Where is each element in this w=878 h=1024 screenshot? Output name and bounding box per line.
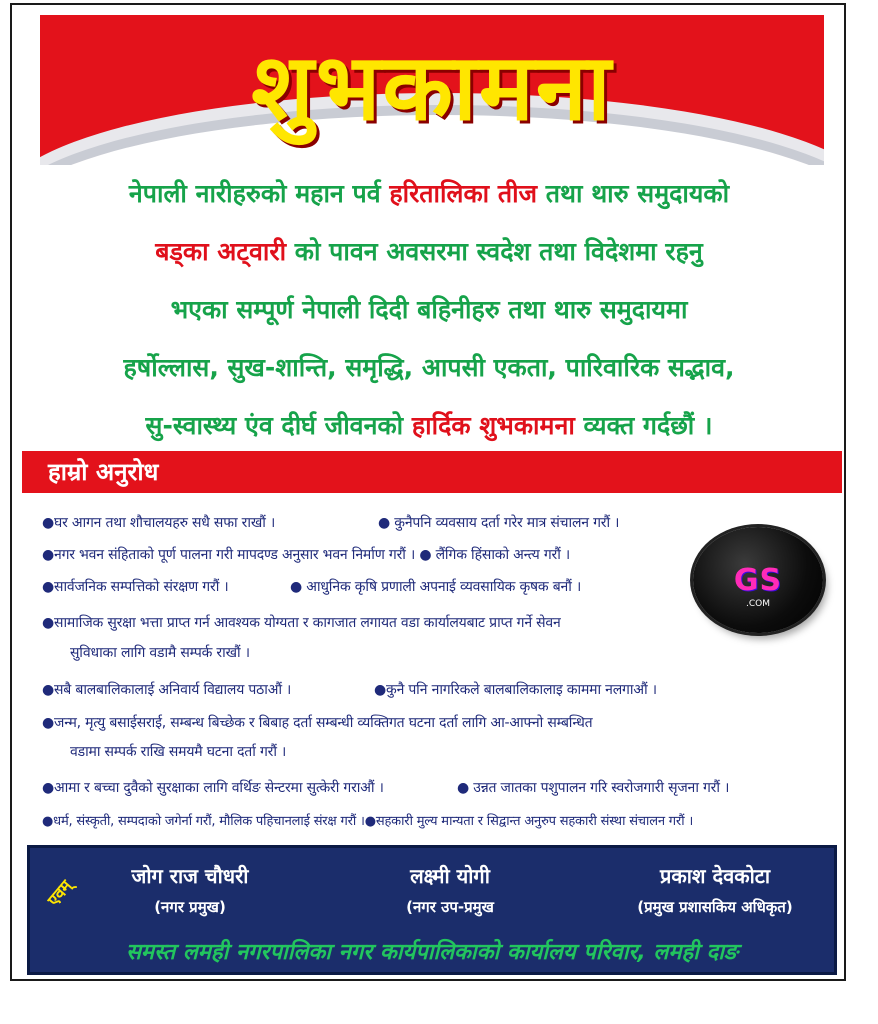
message-text: को पावन अवसरमा स्वदेश तथा विदेशमा रहनु xyxy=(286,237,703,266)
message-text: सु-स्वास्थ्य एंव दीर्घ जीवनको xyxy=(145,411,412,440)
message-text: भएका सम्पूर्ण नेपाली दिदी बहिनीहरु तथा थारु समुदायमा xyxy=(170,295,688,324)
list-item: ●आमा र बच्चा दुवैको सुरक्षाका लागि वर्थिङ सेन्टरमा सुत्केरी गराऔं । xyxy=(42,780,384,796)
message-highlight: हरितालिका तीज xyxy=(389,179,538,208)
official-role: (प्रमुख प्रशासकिय अधिकृत) xyxy=(637,898,793,916)
list-item: ● उन्नत जातका पशुपालन गरि स्वरोजगारी सृजना गरौं । xyxy=(457,780,730,796)
official-cao xyxy=(595,862,835,917)
list-item: ● आधुनिक कृषि प्रणाली अपनाई व्यवसायिक कृषक बनौं । xyxy=(290,579,582,595)
poster-frame xyxy=(10,3,846,981)
message-text: व्यक्त गर्दछौं । xyxy=(574,411,713,440)
gs-logo xyxy=(693,527,823,633)
list-item: ● कुनैपनि व्यवसाय दर्ता गरेर मात्र संचालन गरौं । xyxy=(378,515,620,531)
request-list xyxy=(12,5,844,979)
list-item: ●जन्म, मृत्यु बसाईसराई, सम्बन्ध बिच्छेक र बिबाह दर्ता सम्बन्धी व्यक्तिगत घटना दर्ता लागि आ-आफ्नो सम्बन्धित xyxy=(42,715,593,731)
message-text: हर्षोल्लास, सुख-शान्ति, समृद्धि, आपसी एकता, पारिवारिक सद्भाव, xyxy=(123,353,735,382)
office-family-line: समस्त लमही नगरपालिका नगर कार्यपालिकाको कार्यालय परिवार, लमही दाङ xyxy=(126,940,738,965)
list-item: सुविधाका लागि वडामै सम्पर्क राखौं । xyxy=(70,645,250,661)
official-role: (नगर उप-प्रमुख xyxy=(406,898,494,916)
official-name: जोग राज चौधरी xyxy=(131,864,249,888)
official-deputy-mayor xyxy=(330,862,570,917)
official-name: लक्ष्मी योगी xyxy=(410,864,490,888)
message-text: नेपाली नारीहरुको महान पर्व xyxy=(128,179,390,208)
official-name: प्रकाश देवकोटा xyxy=(659,864,771,888)
logo-text: GS xyxy=(733,563,783,598)
message-text: तथा थारु समुदायको xyxy=(537,179,730,208)
list-item: ●सामाजिक सुरक्षा भत्ता प्राप्त गर्न आवश्यक योग्यता र कागजात लगायत वडा कार्यालयबाट प्राप्त गर्ने सेवन xyxy=(42,615,561,631)
footer-panel xyxy=(27,845,837,975)
list-item: ●नगर भवन संहिताको पूर्ण पालना गरी मापदण्ड अनुसार भवन निर्माण गरौं । ● लैंगिक हिंसाको अन्त्य गरौं । xyxy=(42,547,571,563)
list-item: ●सार्वजनिक सम्पत्तिको संरक्षण गरौं । xyxy=(42,579,229,595)
poster-title: शुभकामना xyxy=(251,34,613,141)
message-highlight: बड्का अट्वारी xyxy=(155,237,287,266)
list-item: ●सबै बालबालिकालाई अनिवार्य विद्यालय पठाऔं । xyxy=(42,682,292,698)
message-highlight: हार्दिक शुभकामना xyxy=(411,411,575,440)
list-item: वडामा सम्पर्क राखि समयमै घटना दर्ता गरौं । xyxy=(70,744,287,760)
logo-subtext: .COM xyxy=(746,599,770,609)
request-title: हाम्रो अनुरोध xyxy=(48,458,159,486)
list-item: ●घर आगन तथा शौचालयहरु सधै सफा राखौं । xyxy=(42,515,276,531)
list-item: ●धर्म, संस्कृती, सम्पदाको जगेर्ना गरौं, मौलिक पहिचानलाई संरक्ष गरौं ।●सहकारी मुल्य मान्यता र सिद्वान्त अनुरुप सहकारी संस्था संचालन गरौं । xyxy=(42,814,694,829)
evam-label: एवम् xyxy=(43,876,76,910)
official-mayor xyxy=(70,862,310,917)
official-role: (नगर प्रमुख) xyxy=(154,898,226,916)
list-item: ●कुनै पनि नागरिकले बालबालिकालाइ काममा नलगाऔं । xyxy=(374,682,657,698)
